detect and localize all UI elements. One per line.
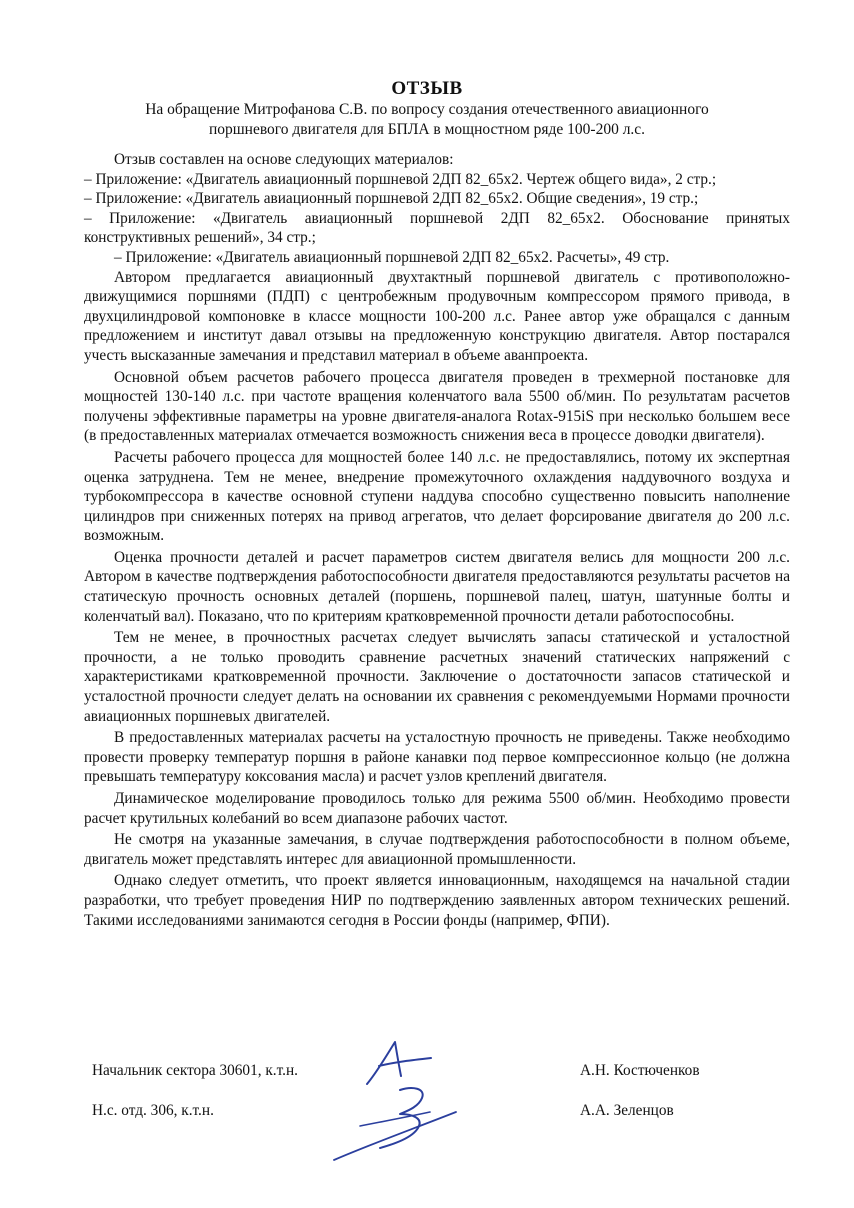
body-paragraph: Оценка прочности деталей и расчет параметров систем двигателя велись для мощности 200 л.с. Автором в качестве подтверждения работоспособности двигателя предоставляются результаты расчетов на статическую прочность основных деталей (поршень, поршневой палец, шатун, шатунные болты и коленчатый вал). Показано, что по критериям кратковременной прочности детали работоспособны. xyxy=(84,548,790,625)
attachment-item: – Приложение: «Двигатель авиационный поршневой 2ДП 82_65х2. Чертеж общего вида», 2 стр.; xyxy=(84,170,717,188)
signatory-position: Начальник сектора 30601, к.т.н. xyxy=(92,1062,298,1079)
attachment-item: – Приложение: «Двигатель авиационный поршневой 2ДП 82_65х2. Обоснование принятых конструктивных решений», 34 стр.; xyxy=(84,209,790,247)
body-paragraph: Расчеты рабочего процесса для мощностей более 140 л.с. не предоставлялись, потому их экспертная оценка затруднена. Тем не менее, внедрение промежуточного охлаждения наддувочного воздуха и турбокомпрессора в качестве основной ступени наддува способно существенно повысить наполнение цилиндров при сниженных потерях на привод агрегатов, что делает форсирование двигателя до 200 л.с. возможным. xyxy=(84,448,790,545)
body-paragraph: В предоставленных материалах расчеты на усталостную прочность не приведены. Также необходимо провести проверку температур поршня в районе канавки под первое компрессионное кольцо (не должна превышать температуру коксования масла) и расчет узлов креплений двигателя. xyxy=(84,729,790,786)
document-subtitle xyxy=(0,100,854,139)
body-paragraph: Автором предлагается авиационный двухтактный поршневой двигатель с противоположно-движущимися поршнями (ПДП) с центробежным продувочным компрессором прямого привода, в двухцилиндровой компоновке в классе мощности 100-200 л.с. Ранее автор уже обращался с данным предложением и институт давал отзывы на предложенную конструкцию двигателя. Автор постарался учесть высказанные замечания и представил материал в объеме аванпроекта. xyxy=(84,268,790,364)
body-paragraph: Основной объем расчетов рабочего процесса двигателя проведен в трехмерной постановке для мощностей 130-140 л.с. при частоте вращения коленчатого вала 5500 об/мин. По результатам расчетов получены эффективные параметры на уровне двигателя-аналога Rotax-915iS при несколько большем весе (в предоставленных материалах отмечается возможность снижения веса в процессе доводки двигателя). xyxy=(84,368,790,445)
document-title: ОТЗЫВ xyxy=(391,78,463,99)
body-paragraph: Тем не менее, в прочностных расчетах следует вычислять запасы статической и усталостной прочности, а не только проводить сравнение расчетных значений статических напряжений с характеристиками кратковременной прочности. Заключение о достаточности запасов статической и усталостной прочности следует делать на основании их сравнения с рекомендуемыми Нормами прочности авиационных поршневых двигателей. xyxy=(84,629,790,725)
body-paragraph: Динамическое моделирование проводилось только для режима 5500 об/мин. Необходимо провести расчет крутильных колебаний во всем диапазоне рабочих частот. xyxy=(84,790,790,827)
attachment-item: – Приложение: «Двигатель авиационный поршневой 2ДП 82_65х2. Расчеты», 49 стр. xyxy=(114,248,670,266)
intro-line: Отзыв составлен на основе следующих материалов: xyxy=(114,151,454,168)
signature-zelentsov xyxy=(330,1082,460,1164)
attachment-item: – Приложение: «Двигатель авиационный поршневой 2ДП 82_65х2. Общие сведения», 19 стр.; xyxy=(84,190,699,208)
body-paragraph: Однако следует отметить, что проект является инновационным, находящемся на начальной стадии разработки, что требует проведения НИР по подтверждению заявленных автором технических решений. Такими исследованиями занимаются сегодня в России фонды (например, ФПИ). xyxy=(84,872,790,929)
subtitle-line-1: На обращение Митрофанова С.В. по вопросу создания отечественного авиационного xyxy=(145,101,709,118)
signatory-name: А.А. Зеленцов xyxy=(580,1102,674,1119)
subtitle-line-2: поршневого двигателя для БПЛА в мощностном ряде 100-200 л.с. xyxy=(208,120,646,138)
document-body xyxy=(84,150,790,930)
body-paragraph: Не смотря на указанные замечания, в случае подтверждения работоспособности в полном объеме, двигатель может представлять интерес для авиационной промышленности. xyxy=(84,831,790,868)
signature-kostyuchenkov xyxy=(355,1036,435,1088)
signatory-position: Н.с. отд. 306, к.т.н. xyxy=(92,1102,214,1119)
signatory-name: А.Н. Костюченков xyxy=(580,1062,700,1079)
